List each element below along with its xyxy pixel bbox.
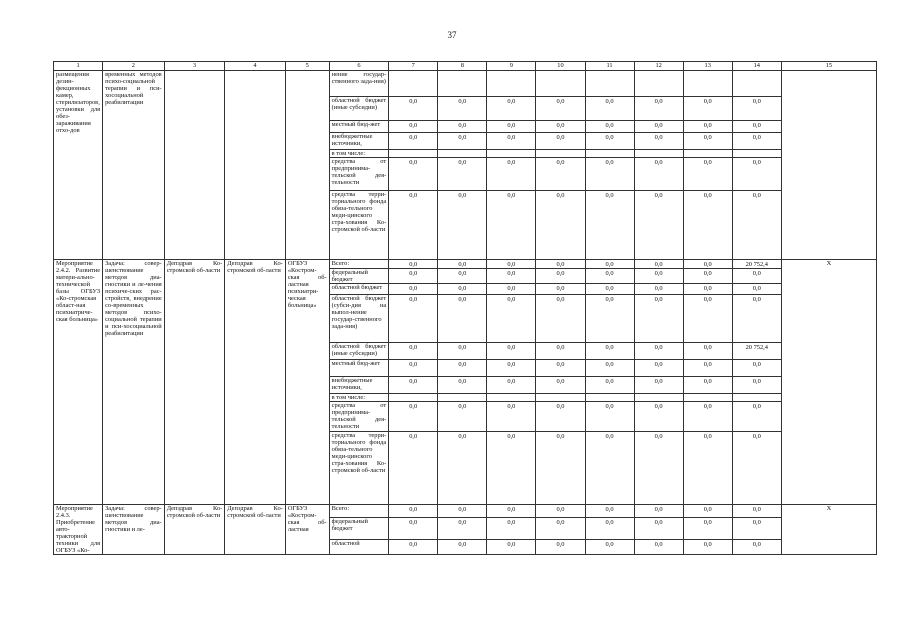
amount-cell: 0,0 bbox=[389, 295, 438, 343]
amount-cell: 0,0 bbox=[634, 191, 683, 260]
funding-source-cell: областной бюджет (иные субсидии) bbox=[329, 343, 389, 360]
amount-cell bbox=[487, 71, 536, 97]
amount-cell: 0,0 bbox=[389, 191, 438, 260]
amount-cell bbox=[536, 71, 585, 97]
amount-cell: 0,0 bbox=[634, 269, 683, 284]
amount-cell: 0,0 bbox=[585, 295, 634, 343]
amount-cell: 0,0 bbox=[732, 121, 781, 133]
amount-cell: 0,0 bbox=[438, 133, 487, 150]
table-row bbox=[54, 260, 877, 269]
funding-source-cell: областной бюджет (иные субсидии) bbox=[329, 97, 389, 121]
amount-cell: 0,0 bbox=[536, 432, 585, 505]
executor-cell bbox=[285, 71, 329, 260]
task-cell: Задача: совер-шенствование методов диа-гностики и ле-чения психиче-ских рас-стройств, внедрение со-временных методов психо-социальной терапии и пси-хосоциальной реабилитации bbox=[103, 260, 165, 505]
amount-cell: 0,0 bbox=[585, 158, 634, 191]
amount-cell: 0,0 bbox=[438, 191, 487, 260]
amount-cell bbox=[585, 71, 634, 97]
amount-cell: 20 752,4 bbox=[732, 260, 781, 269]
column-header: 13 bbox=[683, 62, 732, 71]
amount-cell: 0,0 bbox=[389, 121, 438, 133]
amount-cell: 0,0 bbox=[683, 343, 732, 360]
amount-cell: 0,0 bbox=[683, 539, 732, 554]
amount-cell: 0,0 bbox=[487, 539, 536, 554]
amount-cell: 0,0 bbox=[732, 295, 781, 343]
amount-cell: 0,0 bbox=[585, 260, 634, 269]
amount-cell: 0,0 bbox=[585, 97, 634, 121]
amount-cell: 0,0 bbox=[438, 505, 487, 518]
column-header: 15 bbox=[781, 62, 876, 71]
amount-cell bbox=[438, 394, 487, 402]
amount-cell: 0,0 bbox=[438, 360, 487, 377]
column-header: 1 bbox=[54, 62, 103, 71]
amount-cell: 0,0 bbox=[732, 360, 781, 377]
amount-cell: 0,0 bbox=[389, 343, 438, 360]
amount-cell: 0,0 bbox=[487, 121, 536, 133]
amount-cell: 0,0 bbox=[487, 260, 536, 269]
column-header: 9 bbox=[487, 62, 536, 71]
funding-source-cell: областной бюджет bbox=[329, 284, 389, 295]
amount-cell: 0,0 bbox=[389, 284, 438, 295]
funding-source-cell: Всего: bbox=[329, 505, 389, 518]
amount-cell bbox=[389, 150, 438, 158]
amount-cell: 0,0 bbox=[634, 402, 683, 432]
header-row bbox=[54, 62, 877, 71]
amount-cell: 0,0 bbox=[389, 158, 438, 191]
amount-cell: 0,0 bbox=[585, 539, 634, 554]
amount-cell: 0,0 bbox=[389, 360, 438, 377]
amount-cell: 0,0 bbox=[683, 402, 732, 432]
column-header: 2 bbox=[103, 62, 165, 71]
amount-cell bbox=[683, 71, 732, 97]
amount-cell: 0,0 bbox=[683, 377, 732, 394]
amount-cell: 0,0 bbox=[683, 191, 732, 260]
measure-name-cell: размещения дезин-фекционных камер, стерилизаторов, установки для обез-зараживания отхо-дов bbox=[54, 71, 103, 260]
amount-cell: 0,0 bbox=[438, 539, 487, 554]
amount-cell bbox=[438, 150, 487, 158]
column-header: 7 bbox=[389, 62, 438, 71]
amount-cell: 0,0 bbox=[585, 269, 634, 284]
column-header: 14 bbox=[732, 62, 781, 71]
amount-cell: 0,0 bbox=[634, 284, 683, 295]
amount-cell: 0,0 bbox=[634, 295, 683, 343]
task-cell: временных методов психо-социальной терапии и пси-хосоциальной реабилитации bbox=[103, 71, 165, 260]
amount-cell: 0,0 bbox=[732, 402, 781, 432]
executor-cell: ОГБУЗ «Костром-ская об-ластная bbox=[285, 505, 329, 555]
amount-cell: 0,0 bbox=[438, 284, 487, 295]
amount-cell: 0,0 bbox=[438, 97, 487, 121]
amount-cell: 0,0 bbox=[536, 402, 585, 432]
amount-cell: 0,0 bbox=[683, 360, 732, 377]
amount-cell: 0,0 bbox=[536, 295, 585, 343]
column-header: 10 bbox=[536, 62, 585, 71]
amount-cell bbox=[732, 394, 781, 402]
table-row bbox=[54, 505, 877, 518]
responsible-cell: Депздрав Ко-стромской об-ласти bbox=[164, 505, 225, 555]
amount-cell: 0,0 bbox=[634, 343, 683, 360]
amount-cell: 0,0 bbox=[683, 432, 732, 505]
measure-name-cell: Мероприятие 2.4.3. Приобретение авто-тракторной техники для ОГБУЗ «Ко- bbox=[54, 505, 103, 555]
result-cell: Х bbox=[781, 260, 876, 505]
amount-cell: 0,0 bbox=[585, 133, 634, 150]
amount-cell: 0,0 bbox=[732, 269, 781, 284]
amount-cell: 0,0 bbox=[438, 295, 487, 343]
column-header: 4 bbox=[225, 62, 286, 71]
result-cell bbox=[781, 71, 876, 260]
amount-cell: 0,0 bbox=[438, 402, 487, 432]
amount-cell bbox=[389, 71, 438, 97]
amount-cell: 0,0 bbox=[634, 133, 683, 150]
amount-cell: 0,0 bbox=[634, 260, 683, 269]
amount-cell: 0,0 bbox=[389, 539, 438, 554]
coordinator-cell: Депздрав Ко-стромской об-ласти bbox=[225, 260, 286, 505]
amount-cell: 0,0 bbox=[389, 402, 438, 432]
executor-cell: ОГБУЗ «Костром-ская об-ластная психиатри-ческая больница» bbox=[285, 260, 329, 505]
amount-cell: 0,0 bbox=[585, 432, 634, 505]
amount-cell: 0,0 bbox=[389, 505, 438, 518]
amount-cell: 0,0 bbox=[536, 158, 585, 191]
amount-cell bbox=[634, 150, 683, 158]
amount-cell: 0,0 bbox=[585, 191, 634, 260]
amount-cell: 0,0 bbox=[585, 505, 634, 518]
amount-cell: 0,0 bbox=[683, 517, 732, 539]
amount-cell: 0,0 bbox=[487, 295, 536, 343]
funding-source-cell: средства от предпринима-тельской дея-тельности bbox=[329, 158, 389, 191]
amount-cell: 0,0 bbox=[536, 121, 585, 133]
funding-source-cell: областной бюджет (субси-дия на выпол-нение государ-ственного зада-ния) bbox=[329, 295, 389, 343]
amount-cell: 0,0 bbox=[585, 121, 634, 133]
amount-cell: 0,0 bbox=[438, 377, 487, 394]
amount-cell: 0,0 bbox=[487, 97, 536, 121]
amount-cell: 0,0 bbox=[389, 432, 438, 505]
amount-cell: 0,0 bbox=[732, 158, 781, 191]
funding-source-cell: местный бюд-жет bbox=[329, 360, 389, 377]
amount-cell bbox=[634, 394, 683, 402]
column-header: 5 bbox=[285, 62, 329, 71]
amount-cell: 0,0 bbox=[487, 343, 536, 360]
amount-cell: 0,0 bbox=[536, 360, 585, 377]
amount-cell: 0,0 bbox=[438, 121, 487, 133]
amount-cell: 0,0 bbox=[536, 284, 585, 295]
amount-cell: 0,0 bbox=[389, 377, 438, 394]
funding-source-cell: областной bbox=[329, 539, 389, 554]
amount-cell: 0,0 bbox=[389, 133, 438, 150]
amount-cell: 0,0 bbox=[634, 377, 683, 394]
amount-cell: 0,0 bbox=[536, 539, 585, 554]
amount-cell: 0,0 bbox=[536, 343, 585, 360]
budget-table bbox=[53, 61, 877, 555]
funding-source-cell: в том числе: bbox=[329, 150, 389, 158]
amount-cell: 0,0 bbox=[634, 121, 683, 133]
amount-cell: 0,0 bbox=[732, 539, 781, 554]
amount-cell: 0,0 bbox=[438, 517, 487, 539]
amount-cell: 0,0 bbox=[732, 377, 781, 394]
amount-cell: 0,0 bbox=[487, 158, 536, 191]
amount-cell: 0,0 bbox=[683, 121, 732, 133]
amount-cell: 20 752,4 bbox=[732, 343, 781, 360]
amount-cell: 0,0 bbox=[536, 377, 585, 394]
amount-cell: 0,0 bbox=[536, 517, 585, 539]
amount-cell: 0,0 bbox=[585, 360, 634, 377]
funding-source-cell: федеральный бюджет bbox=[329, 269, 389, 284]
amount-cell: 0,0 bbox=[487, 269, 536, 284]
funding-source-cell: внебюджетные источники, bbox=[329, 377, 389, 394]
amount-cell bbox=[732, 150, 781, 158]
amount-cell: 0,0 bbox=[487, 191, 536, 260]
amount-cell bbox=[536, 150, 585, 158]
amount-cell: 0,0 bbox=[487, 284, 536, 295]
responsible-cell: Депздрав Ко-стромской об-ласти bbox=[164, 260, 225, 505]
amount-cell bbox=[487, 150, 536, 158]
amount-cell: 0,0 bbox=[683, 133, 732, 150]
amount-cell: 0,0 bbox=[487, 402, 536, 432]
amount-cell: 0,0 bbox=[389, 269, 438, 284]
amount-cell: 0,0 bbox=[487, 360, 536, 377]
amount-cell: 0,0 bbox=[683, 158, 732, 191]
amount-cell: 0,0 bbox=[634, 517, 683, 539]
amount-cell: 0,0 bbox=[585, 402, 634, 432]
amount-cell: 0,0 bbox=[634, 97, 683, 121]
amount-cell: 0,0 bbox=[683, 260, 732, 269]
result-cell: Х bbox=[781, 505, 876, 555]
amount-cell: 0,0 bbox=[389, 517, 438, 539]
amount-cell bbox=[683, 150, 732, 158]
column-header: 3 bbox=[164, 62, 225, 71]
funding-source-cell: средства терри-ториального фонда обяза-тельного меди-цинского стра-хования Ко-стромской об-ласти bbox=[329, 432, 389, 505]
coordinator-cell bbox=[225, 71, 286, 260]
amount-cell bbox=[634, 71, 683, 97]
amount-cell: 0,0 bbox=[585, 284, 634, 295]
amount-cell bbox=[683, 394, 732, 402]
amount-cell: 0,0 bbox=[683, 97, 732, 121]
funding-source-cell: федеральный бюджет bbox=[329, 517, 389, 539]
measure-name-cell: Мероприятие 2.4.2. Развитие матери-ально-технической базы ОГБУЗ «Ко-стромская област-ная психиатриче-ская больница» bbox=[54, 260, 103, 505]
table-row bbox=[54, 71, 877, 97]
column-header: 8 bbox=[438, 62, 487, 71]
responsible-cell bbox=[164, 71, 225, 260]
amount-cell: 0,0 bbox=[389, 260, 438, 269]
amount-cell bbox=[438, 71, 487, 97]
amount-cell: 0,0 bbox=[683, 284, 732, 295]
funding-source-cell: местный бюд-жет bbox=[329, 121, 389, 133]
amount-cell: 0,0 bbox=[683, 295, 732, 343]
amount-cell bbox=[732, 71, 781, 97]
amount-cell: 0,0 bbox=[683, 505, 732, 518]
amount-cell: 0,0 bbox=[438, 343, 487, 360]
amount-cell: 0,0 bbox=[683, 269, 732, 284]
page-number: 37 bbox=[447, 30, 457, 40]
funding-source-cell: нение государ-ственного зада-ния) bbox=[329, 71, 389, 97]
funding-source-cell: в том числе: bbox=[329, 394, 389, 402]
amount-cell: 0,0 bbox=[536, 269, 585, 284]
amount-cell: 0,0 bbox=[438, 269, 487, 284]
coordinator-cell: Депздрав Ко-стромской об-ласти bbox=[225, 505, 286, 555]
amount-cell: 0,0 bbox=[585, 517, 634, 539]
amount-cell: 0,0 bbox=[732, 97, 781, 121]
amount-cell bbox=[487, 394, 536, 402]
funding-source-cell: внебюджетные источники, bbox=[329, 133, 389, 150]
funding-source-cell: Всего: bbox=[329, 260, 389, 269]
amount-cell: 0,0 bbox=[536, 97, 585, 121]
funding-source-cell: средства терри-ториального фонда обяза-тельного меди-цинского стра-хования Ко-стромской об-ласти bbox=[329, 191, 389, 260]
amount-cell: 0,0 bbox=[634, 432, 683, 505]
task-cell: Задача: совер-шенствование методов диа-гностики и ле- bbox=[103, 505, 165, 555]
amount-cell: 0,0 bbox=[487, 377, 536, 394]
amount-cell: 0,0 bbox=[536, 191, 585, 260]
amount-cell: 0,0 bbox=[732, 133, 781, 150]
column-header: 11 bbox=[585, 62, 634, 71]
amount-cell: 0,0 bbox=[732, 284, 781, 295]
column-header: 6 bbox=[329, 62, 389, 71]
amount-cell: 0,0 bbox=[487, 517, 536, 539]
amount-cell: 0,0 bbox=[389, 97, 438, 121]
amount-cell bbox=[389, 394, 438, 402]
amount-cell: 0,0 bbox=[438, 260, 487, 269]
amount-cell: 0,0 bbox=[438, 432, 487, 505]
amount-cell bbox=[536, 394, 585, 402]
amount-cell: 0,0 bbox=[634, 505, 683, 518]
amount-cell: 0,0 bbox=[634, 360, 683, 377]
amount-cell: 0,0 bbox=[536, 133, 585, 150]
amount-cell: 0,0 bbox=[732, 505, 781, 518]
amount-cell: 0,0 bbox=[732, 191, 781, 260]
amount-cell: 0,0 bbox=[634, 539, 683, 554]
amount-cell: 0,0 bbox=[536, 260, 585, 269]
amount-cell: 0,0 bbox=[732, 432, 781, 505]
amount-cell bbox=[585, 394, 634, 402]
amount-cell: 0,0 bbox=[732, 517, 781, 539]
amount-cell: 0,0 bbox=[438, 158, 487, 191]
amount-cell bbox=[585, 150, 634, 158]
funding-source-cell: средства от предпринима-тельской дея-тельности bbox=[329, 402, 389, 432]
amount-cell: 0,0 bbox=[536, 505, 585, 518]
amount-cell: 0,0 bbox=[487, 133, 536, 150]
column-header: 12 bbox=[634, 62, 683, 71]
amount-cell: 0,0 bbox=[634, 158, 683, 191]
amount-cell: 0,0 bbox=[487, 432, 536, 505]
amount-cell: 0,0 bbox=[585, 377, 634, 394]
amount-cell: 0,0 bbox=[487, 505, 536, 518]
amount-cell: 0,0 bbox=[585, 343, 634, 360]
